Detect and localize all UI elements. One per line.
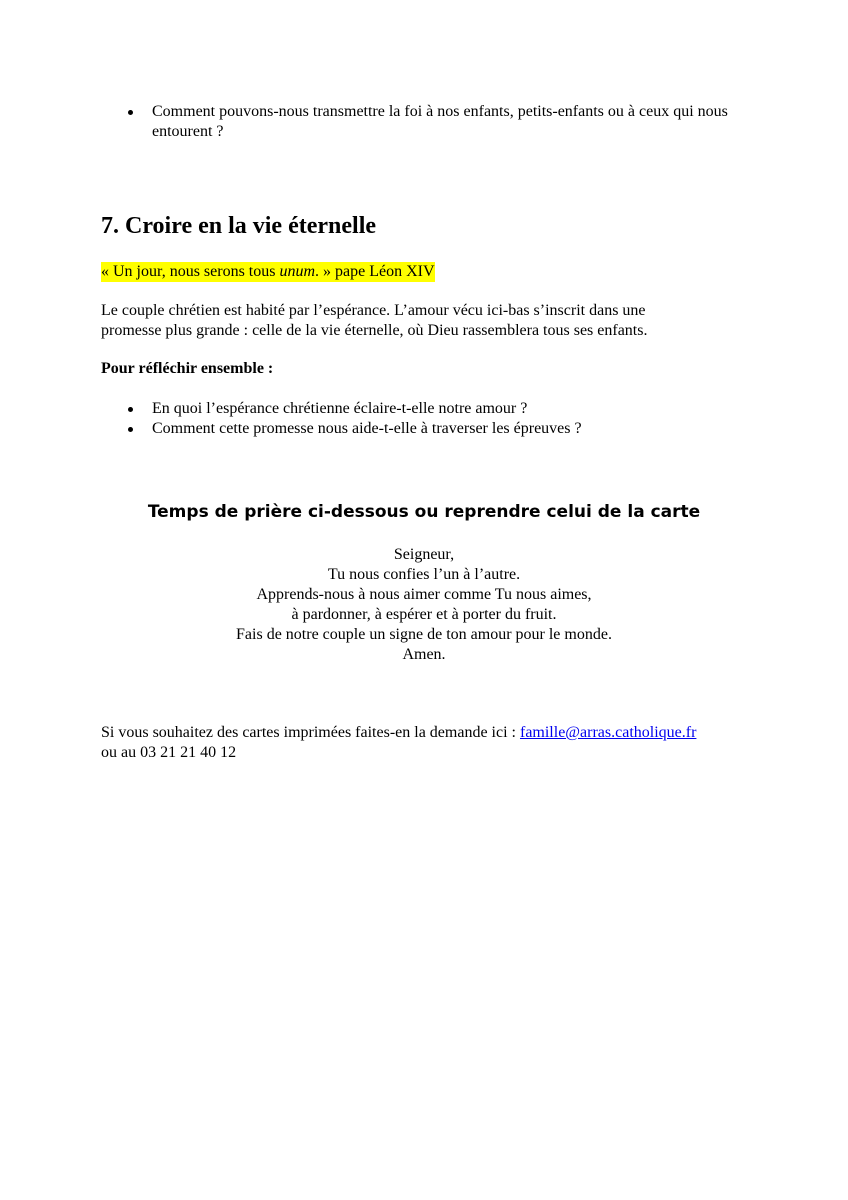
highlighted-quote <box>101 262 435 282</box>
list-item-text: En quoi l’espérance chrétienne éclaire-t-elle notre amour ? <box>152 400 528 417</box>
prayer-text <box>0 545 848 665</box>
quote-text: « Un jour, nous serons tous <box>101 263 280 280</box>
section-paragraph: Le couple chrétien est habité par l’espérance. L’amour vécu ici-bas s’inscrit dans une promesse plus grande : celle de la vie éternelle, où Dieu rassemblera tous ses enfants. <box>101 302 648 339</box>
prayer-line: Amen. <box>402 646 446 663</box>
prayer-title: Temps de prière ci-dessous ou reprendre celui de la carte <box>147 502 701 522</box>
contact-line <box>101 723 761 743</box>
phone-line: ou au 03 21 21 40 12 <box>101 744 237 761</box>
section-heading: 7. Croire en la vie éternelle <box>101 213 377 239</box>
prayer-line: Seigneur, <box>393 546 455 563</box>
top-bullet-list <box>101 102 761 142</box>
quote-italic-word: unum <box>279 263 316 280</box>
reflect-label: Pour réfléchir ensemble : <box>101 360 274 377</box>
bullet-icon <box>128 407 133 412</box>
prayer-line: à pardonner, à espérer et à porter du fruit. <box>291 606 557 623</box>
list-item-text: Comment pouvons-nous transmettre la foi à nos enfants, petits-enfants ou à ceux qui nous entourent ? <box>152 103 728 140</box>
list-item <box>101 399 751 419</box>
contact-info <box>101 723 761 763</box>
bullet-icon <box>128 427 133 432</box>
list-item <box>101 102 761 142</box>
list-item-text: Comment cette promesse nous aide-t-elle à traverser les épreuves ? <box>152 420 582 437</box>
contact-text: Si vous souhaitez des cartes imprimées faites-en la demande ici : <box>101 724 520 741</box>
bullet-icon <box>128 110 133 115</box>
reflection-bullet-list <box>101 399 751 439</box>
prayer-line: Apprends-nous à nous aimer comme Tu nous aimes, <box>256 586 592 603</box>
prayer-line: Tu nous confies l’un à l’autre. <box>327 566 521 583</box>
list-item <box>101 419 751 439</box>
quote-attribution: . » pape Léon XIV <box>315 263 435 280</box>
prayer-line: Fais de notre couple un signe de ton amour pour le monde. <box>236 626 612 643</box>
email-link[interactable]: famille@arras.catholique.fr <box>519 724 697 741</box>
